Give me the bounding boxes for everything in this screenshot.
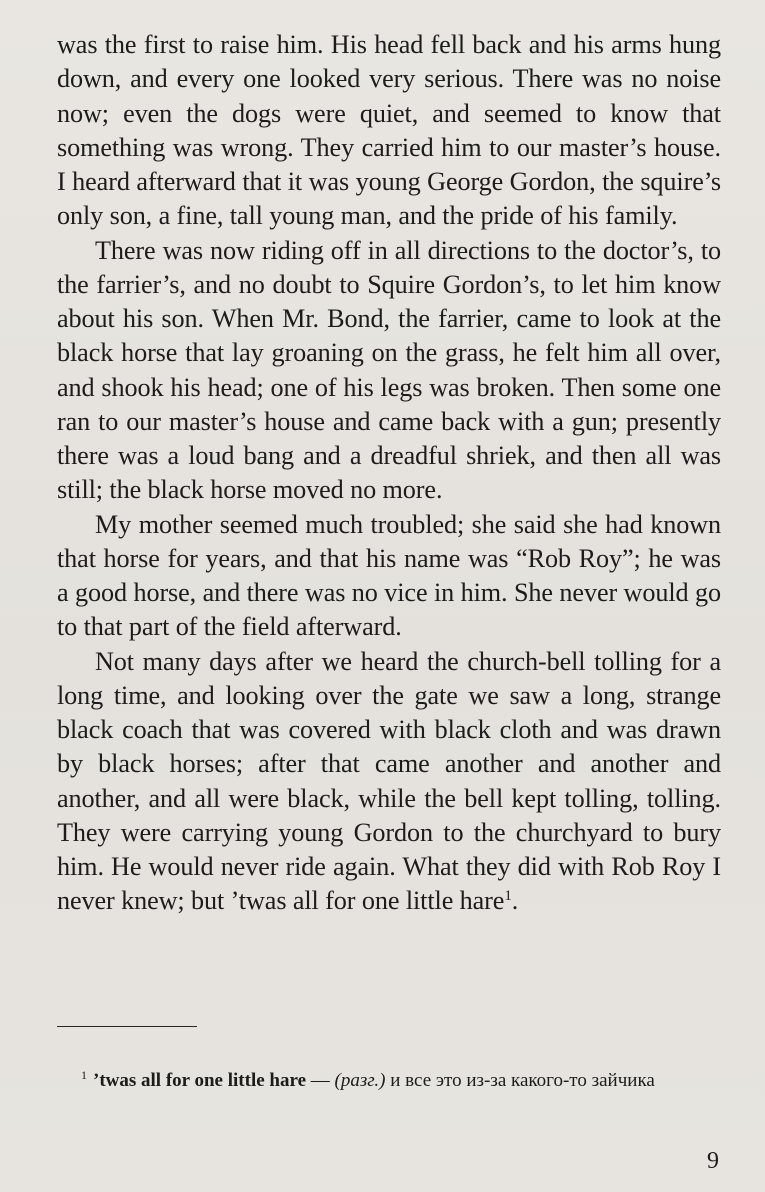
body-text [57,28,721,919]
footnote-number: 1 [81,1068,87,1082]
paragraph-4-text: Not many days after we heard the church-bell tolling for a long time, and looking over the gate we saw a long, strange black coach that was covered with black cloth and was drawn by black horses; after that came another and another and another, and all were black, while the bell kept tolling, tolling. They were carrying young Gordon to the churchyard to bury him. He would never ride again. What they did with Rob Roy I never knew; but ’twas all for one little hare [57,646,721,916]
footnote-register-note: (разг.) [334,1070,386,1091]
footnote [57,1068,721,1094]
footnote-term: ’twas all for one little hare [93,1070,307,1091]
footnote-divider [57,1026,197,1027]
footnote-reference[interactable]: 1 [504,888,512,905]
paragraph-2: There was now riding off in all directions to the doctor’s, to the farrier’s, and no doubt to Squire Gordon’s, to let him know about his son. When Mr. Bond, the farrier, came to look at the black horse that lay groaning on the grass, he felt him all over, and shook his head; one of his legs was broken. Then some one ran to our master’s house and came back with a gun; presently there was a loud bang and a dreadful shriek, and then all was still; the black horse moved no more. [57,235,721,505]
paragraph-3: My mother seemed much troubled; she said she had known that horse for years, and that his name was “Rob Roy”; he was a good horse, and there was no vice in him. She never would go to that part of the field afterward. [57,509,721,642]
paragraph-1: was the first to raise him. His head fell back and his arms hung down, and every one looked very serious. There was no noise now; even the dogs were quiet, and seemed to know that something was wrong. They carried him to our master’s house. I heard afterward that it was young George Gordon, the squire’s only son, a fine, tall young man, and the pride of his family. [57,30,721,231]
footnote-translation: и все это из-за какого-то зайчика [385,1070,655,1091]
page-number: 9 [707,1148,719,1174]
footnote-dash: — [306,1070,335,1091]
paragraph-4: Not many days after we heard the church-bell tolling for a long time, and looking over the gate we saw a long, strange black coach that was covered with black cloth and was drawn by black horses; after that came another and another and another, and all were black, while the bell kept tolling, tolling. They were carrying young Gordon to the churchyard to bury him. He would never ride again. What they did with Rob Roy I never knew; but ’twas all for one little hare$^1$. [57,646,721,916]
